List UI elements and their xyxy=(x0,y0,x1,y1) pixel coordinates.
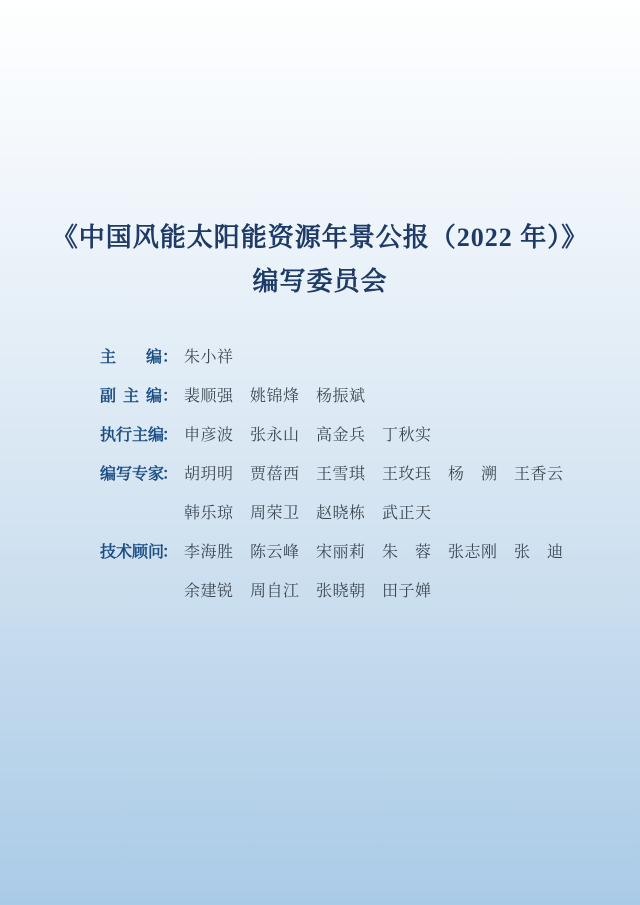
role-colon: ： xyxy=(162,544,179,561)
role-label-cell xyxy=(100,461,180,484)
role-label-cell xyxy=(100,344,180,367)
role-label: 执行主编 xyxy=(100,427,165,444)
doc-title xyxy=(0,216,640,304)
role-label-cell xyxy=(100,539,180,562)
member-names: 朱小祥 xyxy=(184,349,234,366)
role-colon: ： xyxy=(162,466,179,483)
role-label: 主编 xyxy=(100,349,162,366)
committee-row-writing-experts-cont xyxy=(100,492,580,531)
role-colon: ： xyxy=(162,388,179,405)
role-label: 编写专家 xyxy=(100,466,165,483)
role-label-cell xyxy=(100,383,180,406)
member-names: 裴顺强 姚锦烽 杨振斌 xyxy=(184,388,366,405)
committee-row-technical-advisors-cont xyxy=(100,570,580,609)
committee-row-writing-experts xyxy=(100,453,580,492)
role-colon: ： xyxy=(162,427,179,444)
committee-list xyxy=(100,336,580,609)
doc-title-line-1: 《中国风能太阳能资源年景公报（2022 年）》 xyxy=(51,223,589,252)
committee-row-technical-advisors xyxy=(100,531,580,570)
role-label-cell xyxy=(100,422,180,445)
committee-row-deputy-editors xyxy=(100,375,580,414)
role-label: 副主编 xyxy=(100,388,162,405)
committee-row-executive-editors xyxy=(100,414,580,453)
member-names: 余建锐 周自江 张晓朝 田子婵 xyxy=(184,583,432,600)
member-names: 韩乐琼 周荣卫 赵晓栋 武正天 xyxy=(184,505,432,522)
role-label: 技术顾问 xyxy=(100,544,165,561)
doc-title-line-2: 编写委员会 xyxy=(252,267,388,296)
member-names: 申彦波 张永山 高金兵 丁秋实 xyxy=(184,427,432,444)
committee-row-chief-editor xyxy=(100,336,580,375)
role-colon: ： xyxy=(162,349,179,366)
member-names: 胡玥明 贾蓓西 王雪琪 王玫珏 杨 溯 王香云 xyxy=(184,466,564,483)
member-names: 李海胜 陈云峰 宋丽莉 朱 蓉 张志刚 张 迪 xyxy=(184,544,564,561)
